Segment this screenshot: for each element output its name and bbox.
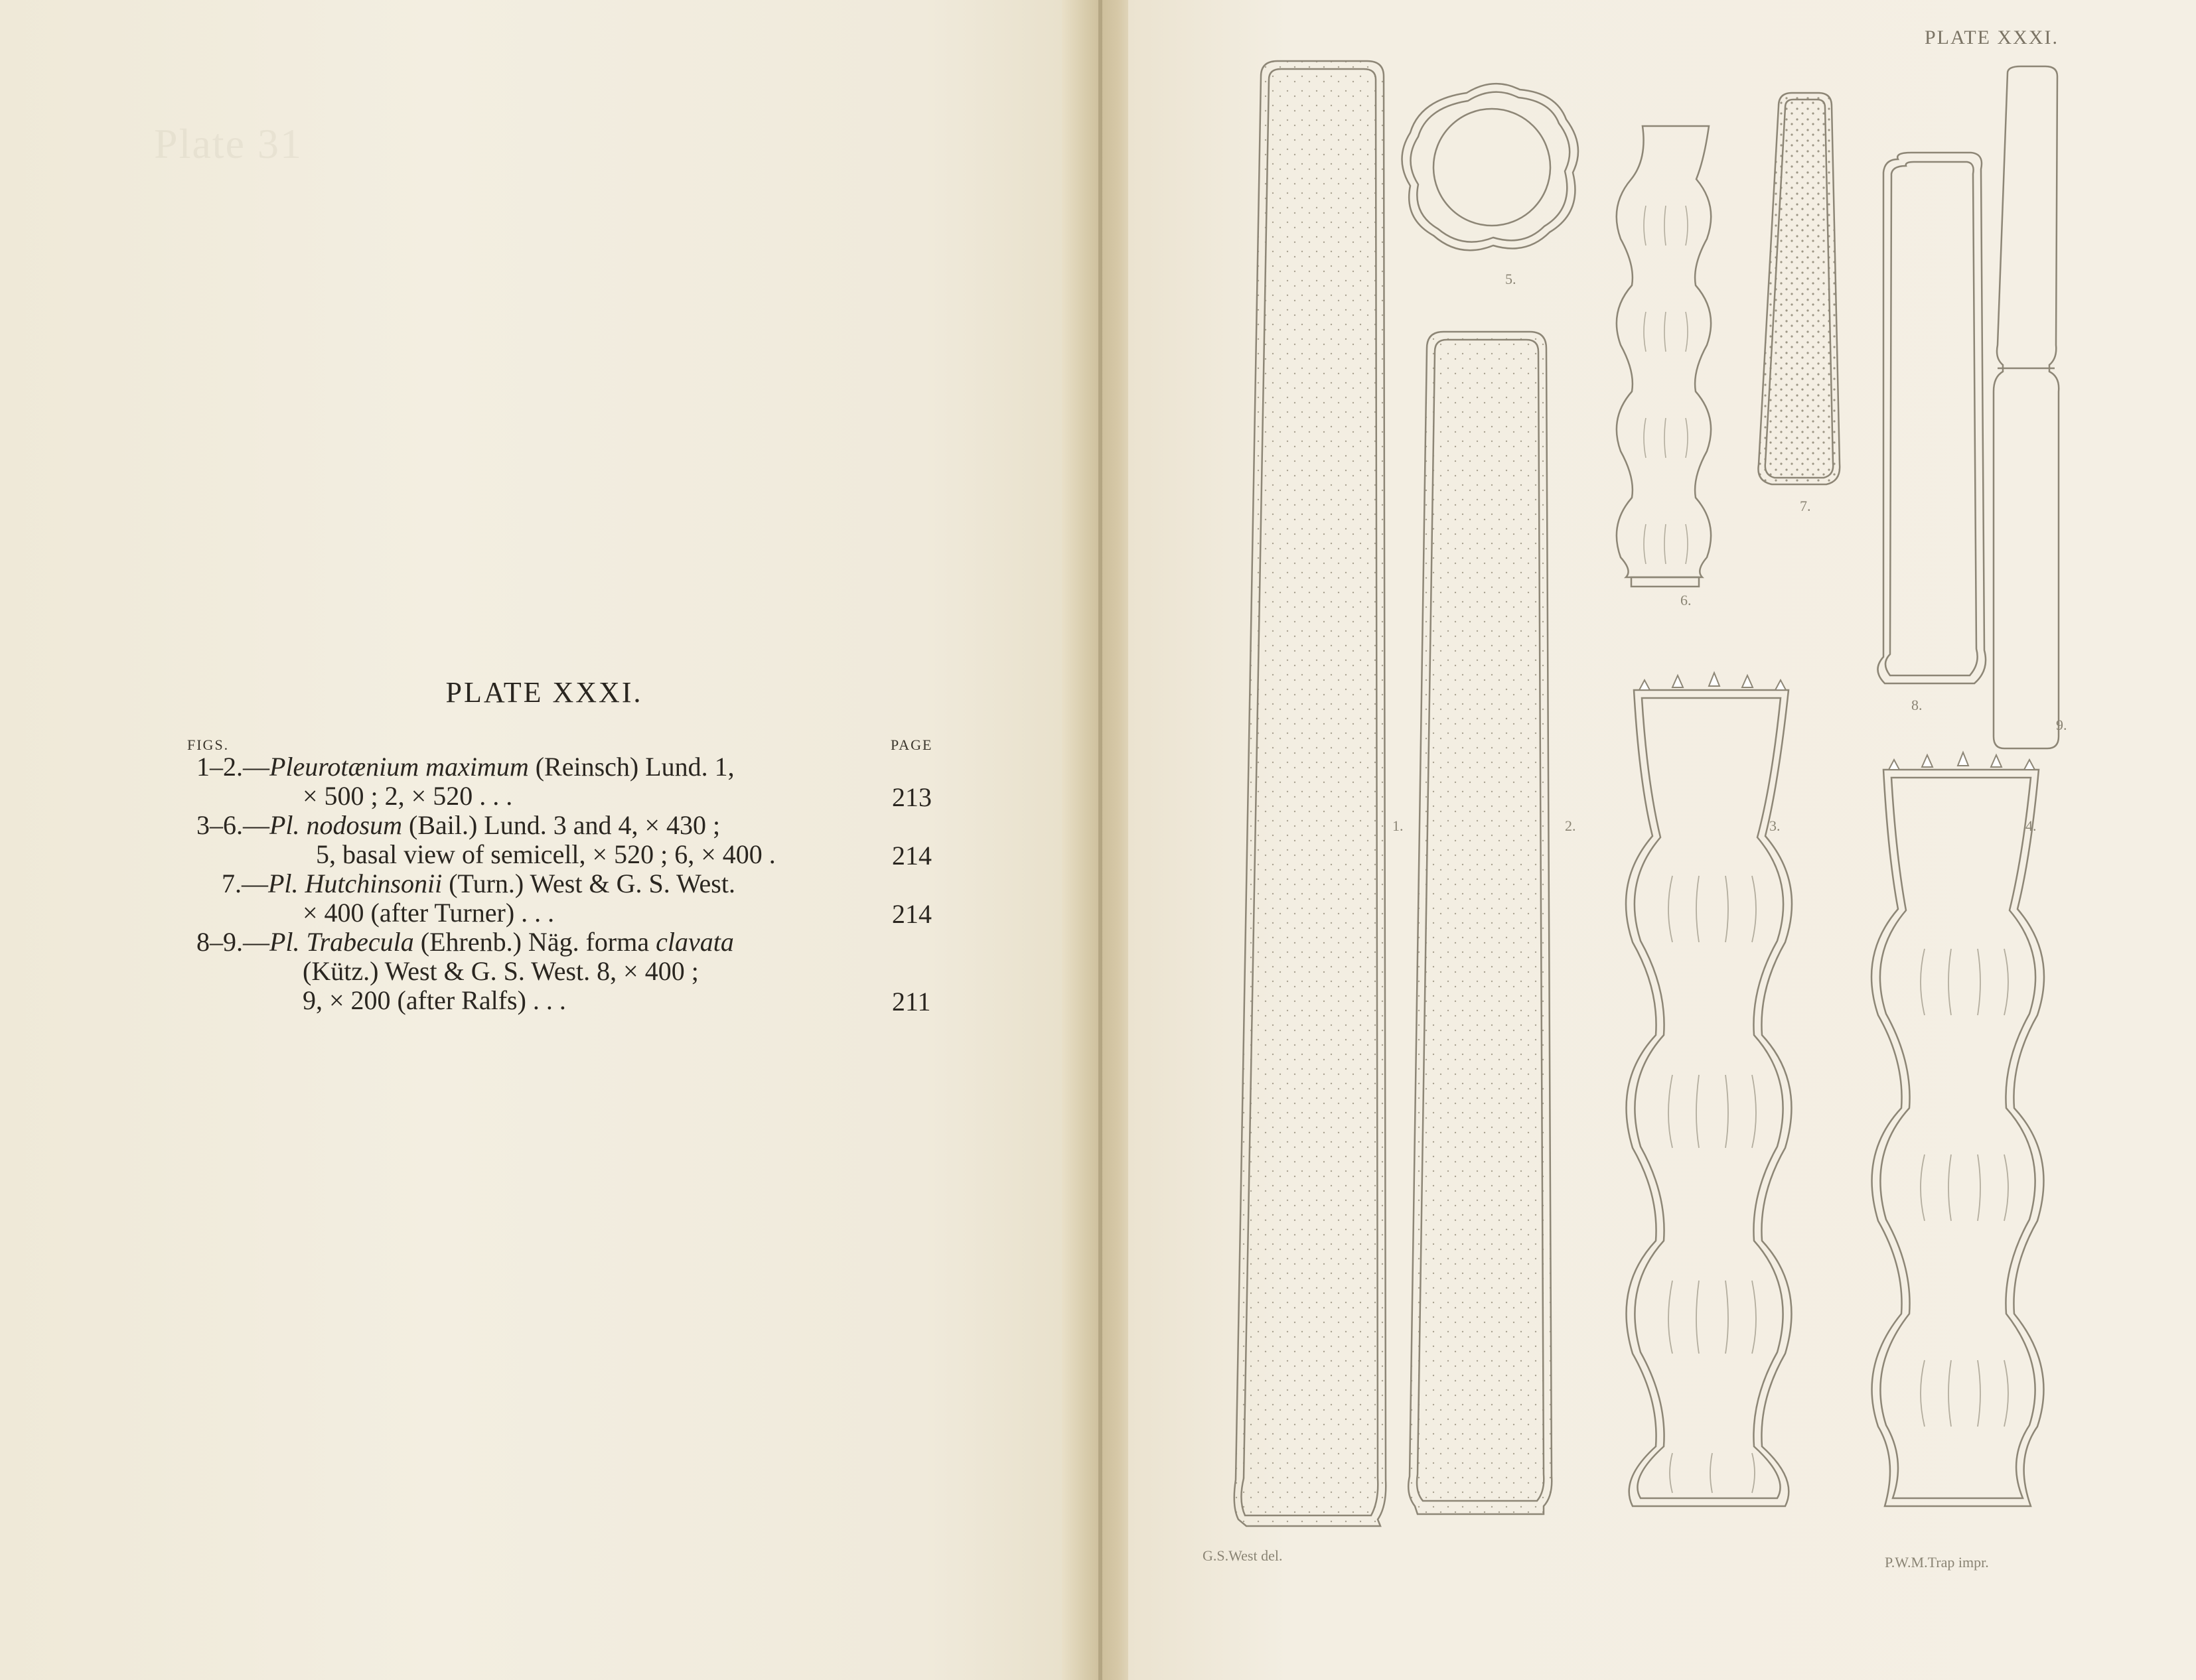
caption-line: × 500 ; 2, × 520 . . . — [303, 781, 513, 811]
caption-line: (Kütz.) West & G. S. West. 8, × 400 ; — [303, 956, 699, 986]
page-number: 214 — [892, 841, 932, 871]
caption-line: × 400 (after Turner) . . . — [303, 898, 555, 928]
caption-line: 8–9.—Pl. Trabecula (Ehrenb.) Näg. forma clavata — [196, 927, 734, 957]
plate-header: PLATE XXXI. — [1925, 27, 2059, 48]
figure-3-cell — [1626, 673, 1792, 1506]
caption-line: 1–2.—Pleurotænium maximum (Reinsch) Lund. 1, — [196, 752, 735, 782]
fig-label-1: 1. — [1392, 817, 1404, 834]
page-column-label: PAGE — [891, 736, 933, 753]
figure-8-cell — [1877, 153, 1986, 683]
caption-line: 7.—Pl. Hutchinsonii (Turn.) West & G. S. West. — [222, 869, 735, 898]
caption-line: 9, × 200 (after Ralfs) . . . — [303, 985, 566, 1015]
figs-column-label: FIGS. — [187, 736, 230, 753]
fig-label-4: 4. — [2025, 817, 2037, 834]
plate-title: PLATE XXXI. — [445, 676, 643, 709]
fig-label-8: 8. — [1911, 697, 1923, 713]
figure-7-cell — [1758, 93, 1840, 484]
fig-label-7: 7. — [1800, 498, 1811, 514]
caption-line: 3–6.—Pl. nodosum (Bail.) Lund. 3 and 4, × 430 ; — [196, 810, 721, 840]
fig-label-5: 5. — [1505, 271, 1516, 287]
figure-6-cell — [1617, 126, 1711, 587]
figure-5-basal-view — [1402, 84, 1579, 250]
page-number: 214 — [892, 899, 932, 929]
credit-delineator: G.S.West del. — [1203, 1547, 1283, 1564]
fig-label-9: 9. — [2056, 717, 2067, 733]
fig-label-6: 6. — [1680, 592, 1692, 608]
credit-printer: P.W.M.Trap impr. — [1885, 1554, 1989, 1571]
figure-2-cell — [1408, 332, 1552, 1514]
figure-4-cell — [1871, 752, 2044, 1506]
fig-label-3: 3. — [1769, 817, 1781, 834]
page-number: 211 — [892, 987, 931, 1016]
figure-1-cell — [1234, 61, 1386, 1526]
caption-line: 5, basal view of semicell, × 520 ; 6, × 400 . — [316, 839, 776, 869]
page-number: 213 — [892, 782, 932, 812]
figure-9-cell — [1994, 66, 2059, 748]
ghost-text: Plate 31 — [154, 120, 303, 167]
fig-label-2: 2. — [1565, 817, 1576, 834]
